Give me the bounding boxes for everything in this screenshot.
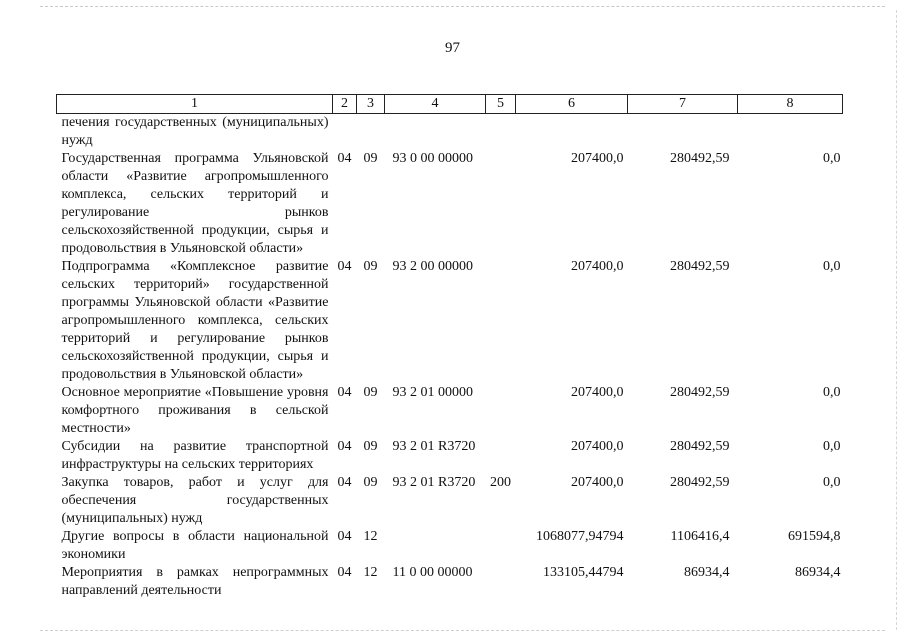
row-name: Другие вопросы в области национальной экономики [61, 529, 329, 562]
header-col-5: 5 [486, 95, 516, 114]
header-col-3: 3 [357, 95, 385, 114]
row-subsection: 12 [363, 529, 378, 544]
row-amount-col7: 1106416,4 [670, 529, 730, 544]
row-target-article [385, 114, 486, 151]
row-subsection: 09 [363, 439, 378, 454]
header-row [57, 95, 843, 114]
row-target-article: 11 0 00 00000 [392, 565, 473, 580]
row-amount-col7: 280492,59 [670, 259, 730, 274]
row-name: Государственная программа Ульяновской области «Развитие агропромышленного комплекса, сельских территорий и регулирование рынков сельскохозяйственной продукции, сырья и продовольствия в Ульяновской области» [61, 151, 329, 256]
row-amount-col7: 280492,59 [670, 475, 730, 490]
scan-edge-bottom [40, 630, 885, 631]
row-subsection [357, 114, 385, 151]
row-amount-col6: 207400,0 [571, 259, 624, 274]
row-name: Основное мероприятие «Повышение уровня комфортного проживания в сельской местности» [61, 385, 329, 436]
row-amount-col8: 0,0 [823, 259, 841, 274]
row-expense-type [486, 114, 516, 151]
table-row [57, 438, 843, 474]
table-row [57, 564, 843, 600]
row-subsection: 09 [363, 475, 378, 490]
row-amount-col6: 133105,44794 [543, 565, 624, 580]
row-amount-col6: 207400,0 [571, 151, 624, 166]
row-section: 04 [337, 565, 352, 580]
row-target-article [385, 528, 486, 564]
row-subsection: 09 [363, 259, 378, 274]
table-row [57, 150, 843, 258]
row-expense-type [486, 258, 516, 384]
scan-edge-right [896, 10, 897, 630]
row-amount-col7: 86934,4 [684, 565, 730, 580]
table-row [57, 258, 843, 384]
row-amount-col7: 280492,59 [670, 151, 730, 166]
row-section [333, 114, 357, 151]
row-amount-col8: 691594,8 [788, 529, 841, 544]
row-name: печения государственных (муниципальных) нужд [61, 115, 329, 148]
row-section: 04 [337, 475, 352, 490]
row-section: 04 [337, 151, 352, 166]
row-subsection: 12 [363, 565, 378, 580]
row-amount-col8: 0,0 [823, 151, 841, 166]
row-amount-col6: 207400,0 [571, 385, 624, 400]
row-expense-type [486, 438, 516, 474]
row-amount-col7 [628, 114, 738, 151]
row-target-article: 93 2 01 R3720 [392, 475, 476, 490]
row-section: 04 [337, 439, 352, 454]
header-col-2: 2 [333, 95, 357, 114]
row-name: Мероприятия в рамках непрограммных направлений деятельности [61, 565, 329, 598]
header-col-7: 7 [628, 95, 738, 114]
table-row [57, 114, 843, 151]
row-target-article: 93 2 00 00000 [392, 259, 473, 274]
table-row [57, 528, 843, 564]
row-expense-type [486, 564, 516, 600]
budget-table [56, 94, 843, 600]
row-subsection: 09 [363, 151, 378, 166]
row-amount-col8: 86934,4 [795, 565, 841, 580]
page-number: 97 [445, 40, 460, 56]
row-amount-col6: 1068077,94794 [536, 529, 624, 544]
row-subsection: 09 [363, 385, 378, 400]
row-amount-col6: 207400,0 [571, 475, 624, 490]
header-col-1: 1 [57, 95, 333, 114]
row-target-article: 93 2 01 00000 [392, 385, 473, 400]
header-col-8: 8 [738, 95, 843, 114]
row-section: 04 [337, 259, 352, 274]
row-amount-col7: 280492,59 [670, 385, 730, 400]
row-amount-col8 [738, 114, 843, 151]
row-expense-type: 200 [490, 475, 511, 490]
row-amount-col6: 207400,0 [571, 439, 624, 454]
row-amount-col6 [516, 114, 628, 151]
row-name: Подпрограмма «Комплексное развитие сельских территорий» государственной программы Ульяновской области «Развитие агропромышленного комплекса, сельских территорий и регулирование рынков сельскохозяйственной продукции, сырья и продовольствия в Ульяновской области» [61, 259, 329, 382]
row-expense-type [486, 384, 516, 438]
row-name: Закупка товаров, работ и услуг для обеспечения государственных (муниципальных) нужд [61, 475, 329, 526]
row-amount-col7: 280492,59 [670, 439, 730, 454]
header-col-4: 4 [385, 95, 486, 114]
row-amount-col8: 0,0 [823, 475, 841, 490]
row-expense-type [486, 528, 516, 564]
scan-edge-top [40, 6, 885, 7]
row-amount-col8: 0,0 [823, 385, 841, 400]
row-section: 04 [337, 385, 352, 400]
row-section: 04 [337, 529, 352, 544]
table-row [57, 474, 843, 528]
row-amount-col8: 0,0 [823, 439, 841, 454]
row-expense-type [486, 150, 516, 258]
row-name: Субсидии на развитие транспортной инфраструктуры на сельских территориях [61, 439, 329, 472]
header-col-6: 6 [516, 95, 628, 114]
row-target-article: 93 2 01 R3720 [392, 439, 476, 454]
table-row [57, 384, 843, 438]
row-target-article: 93 0 00 00000 [392, 151, 473, 166]
